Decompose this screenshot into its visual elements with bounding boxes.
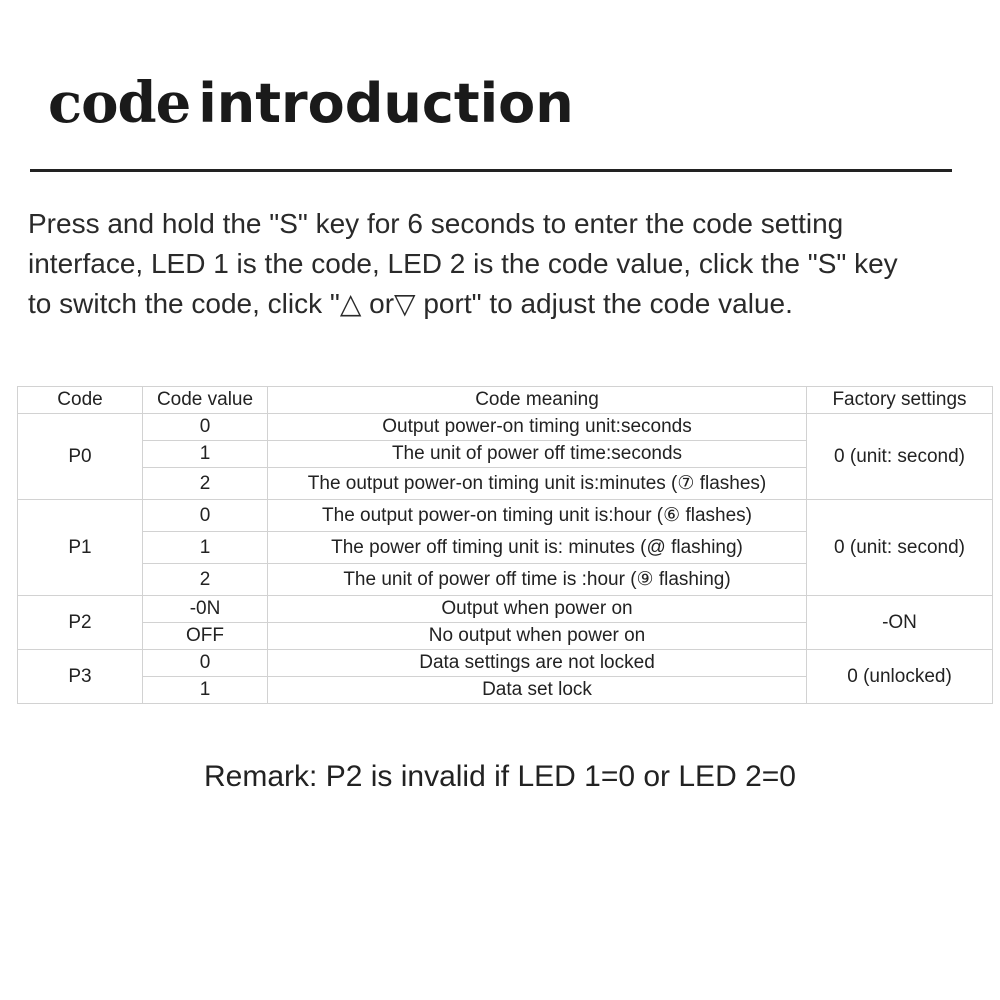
factory-cell-p3: 0 (unlocked)	[807, 650, 993, 704]
value-cell: 1	[143, 677, 268, 704]
header-code-value: Code value	[143, 387, 268, 414]
value-cell: 0	[143, 500, 268, 532]
header-factory-settings: Factory settings	[807, 387, 993, 414]
page-title	[48, 70, 574, 136]
code-cell-p3: P3	[18, 650, 143, 704]
meaning-cell: The output power-on timing unit is:hour (⑥ flashes)	[268, 500, 807, 532]
meaning-cell: Data settings are not locked	[268, 650, 807, 677]
value-cell: 1	[143, 441, 268, 468]
intro-line-3: to switch the code, click "△ or▽ port" to adjust the code value.	[28, 288, 793, 319]
code-cell-p0: P0	[18, 414, 143, 500]
meaning-cell: The power off timing unit is: minutes (@ flashing)	[268, 532, 807, 564]
meaning-cell: Output power-on timing unit:seconds	[268, 414, 807, 441]
code-table	[17, 386, 993, 704]
meaning-cell: Data set lock	[268, 677, 807, 704]
title-divider	[30, 169, 952, 172]
table-row	[18, 414, 993, 441]
value-cell: -0N	[143, 596, 268, 623]
meaning-cell: The output power-on timing unit is:minutes (⑦ flashes)	[268, 468, 807, 500]
title-word-introduction: introduction	[198, 72, 574, 135]
value-cell: 1	[143, 532, 268, 564]
title-word-code: code	[48, 70, 191, 136]
intro-line-2: interface, LED 1 is the code, LED 2 is the code value, click the "S" key	[28, 248, 898, 279]
header-code-meaning: Code meaning	[268, 387, 807, 414]
factory-cell-p2: -ON	[807, 596, 993, 650]
factory-cell-p1: 0 (unit: second)	[807, 500, 993, 596]
meaning-cell: Output when power on	[268, 596, 807, 623]
table-row	[18, 596, 993, 623]
value-cell: OFF	[143, 623, 268, 650]
table-row	[18, 650, 993, 677]
meaning-cell: No output when power on	[268, 623, 807, 650]
intro-line-1: Press and hold the "S" key for 6 seconds to enter the code setting	[28, 208, 844, 239]
remark-text: Remark: P2 is invalid if LED 1=0 or LED 2=0	[204, 760, 796, 793]
value-cell: 2	[143, 468, 268, 500]
code-cell-p2: P2	[18, 596, 143, 650]
header-code: Code	[18, 387, 143, 414]
table-header-row	[18, 387, 993, 414]
value-cell: 2	[143, 564, 268, 596]
factory-cell-p0: 0 (unit: second)	[807, 414, 993, 500]
value-cell: 0	[143, 650, 268, 677]
code-cell-p1: P1	[18, 500, 143, 596]
meaning-cell: The unit of power off time:seconds	[268, 441, 807, 468]
intro-paragraph	[28, 204, 978, 324]
value-cell: 0	[143, 414, 268, 441]
meaning-cell: The unit of power off time is :hour (⑨ flashing)	[268, 564, 807, 596]
table-row	[18, 500, 993, 532]
